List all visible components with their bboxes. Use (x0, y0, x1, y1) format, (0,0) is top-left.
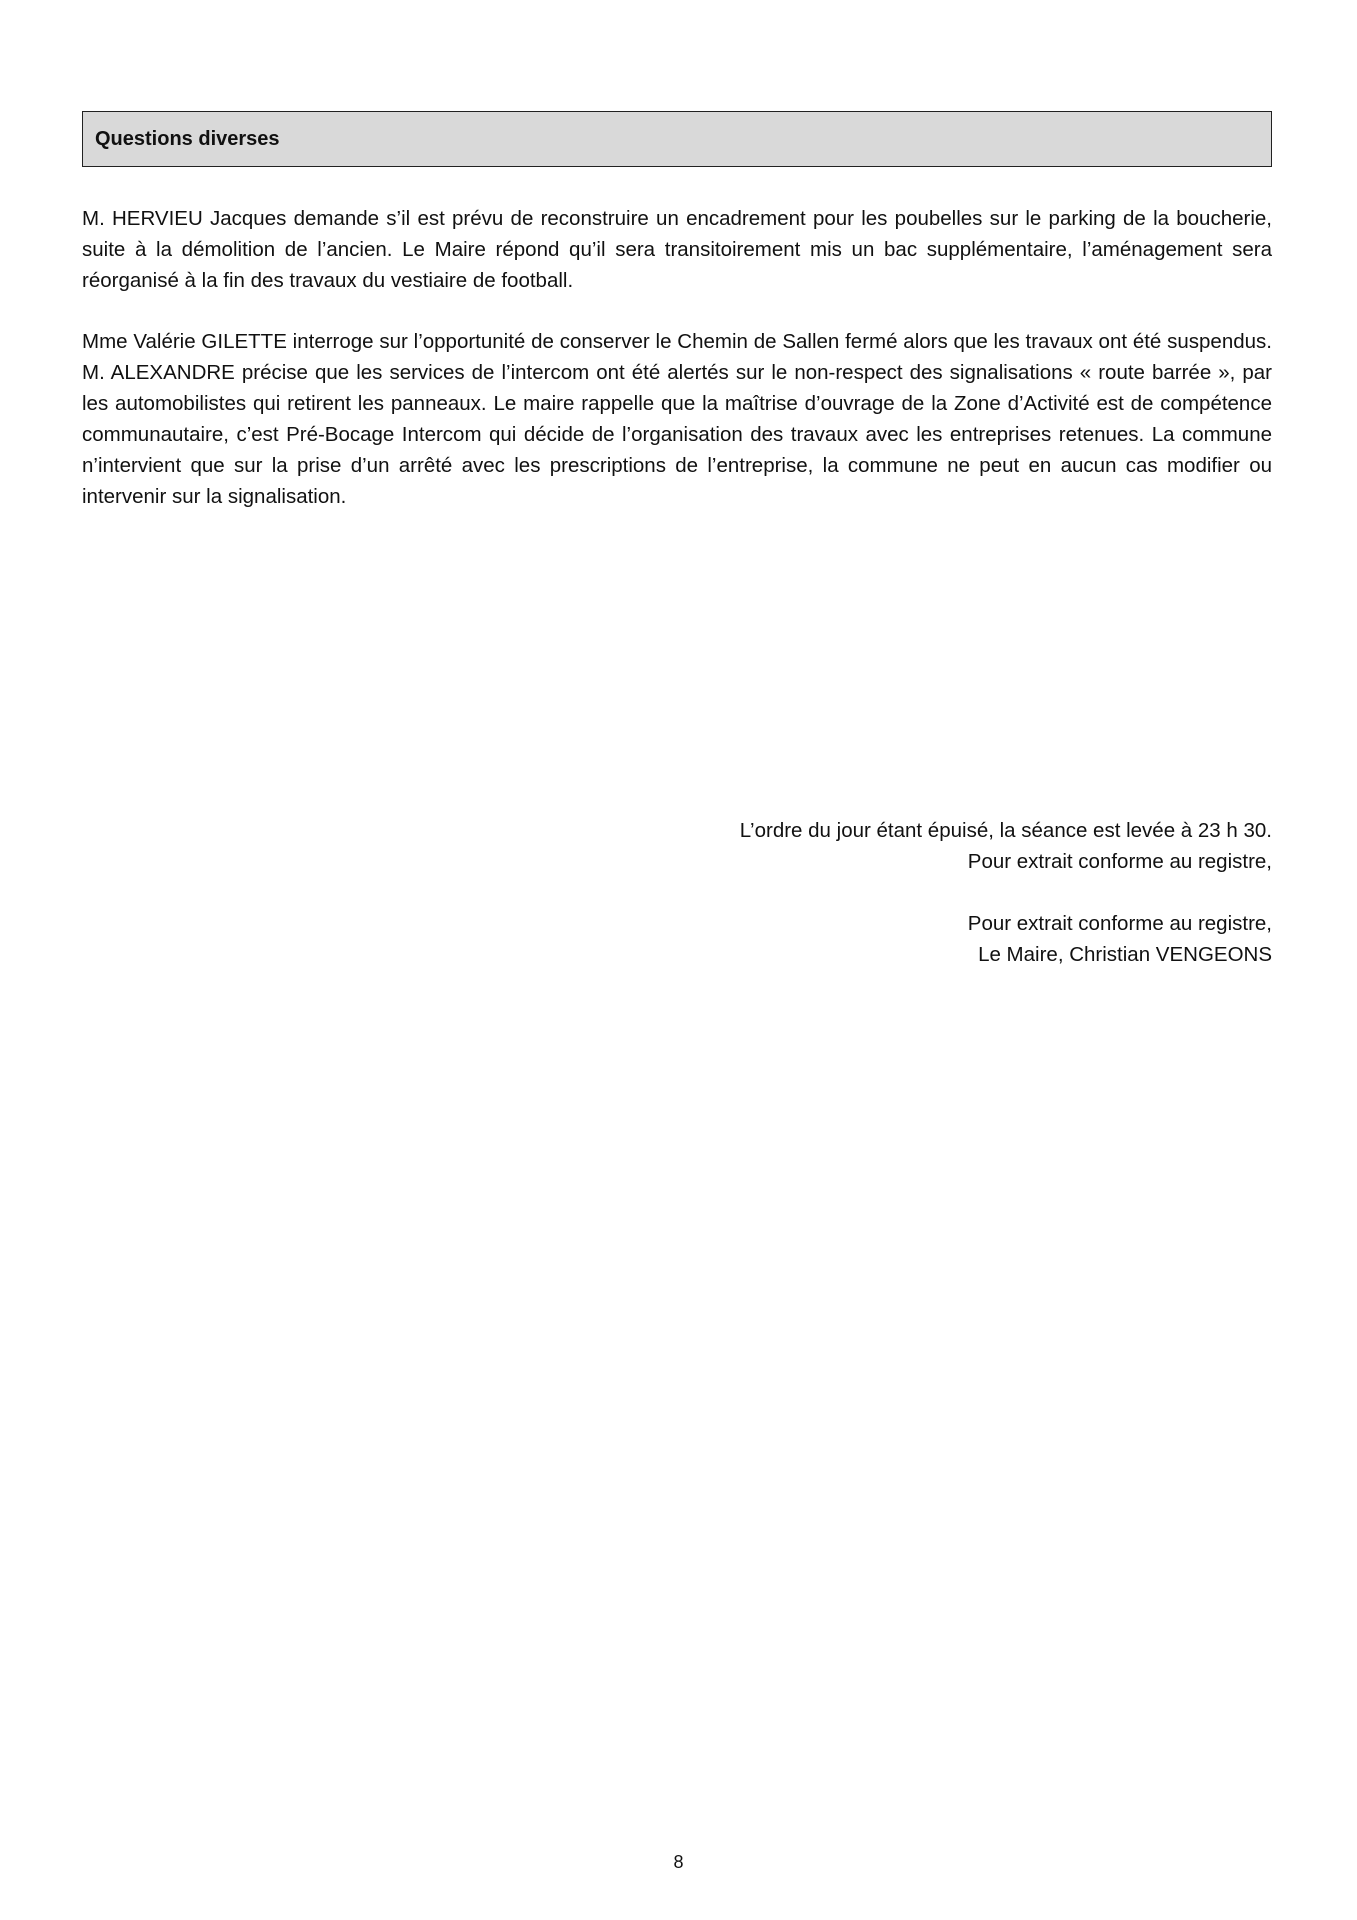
closing-line-extract: Pour extrait conforme au registre, (967, 850, 1272, 873)
paragraph-gilette: Mme Valérie GILETTE interroge sur l’opportunité de conserver le Chemin de Sallen fermé alors que les travaux ont été suspendus. M. ALEXANDRE précise que les services de l’intercom ont été alertés sur le non-respect des signalisations « route barrée », par les automobilistes qui retirent les panneaux. Le maire rappelle que la maîtrise d’ouvrage de la Zone d’Activité est de compétence communautaire, c’est Pré-Bocage Intercom qui décide de l’organisation des travaux avec les entreprises retenues. La commune n’intervient que sur la prise d’un arrêté avec les prescriptions de l’entreprise, la commune ne peut en aucun cas modifier ou intervenir sur la signalisation. (82, 330, 1272, 508)
signature-line-extract: Pour extrait conforme au registre, (967, 912, 1272, 935)
closing-line-session-end: L’ordre du jour étant épuisé, la séance est levée à 23 h 30. (739, 819, 1272, 842)
signature-block (572, 908, 1272, 970)
signature-line-mayor: Le Maire, Christian VENGEONS (978, 943, 1272, 966)
paragraph-hervieu: M. HERVIEU Jacques demande s’il est prévu de reconstruire un encadrement pour les poubelles sur le parking de la boucherie, suite à la démolition de l’ancien. Le Maire répond qu’il sera transitoirement mis un bac supplémentaire, l’aménagement sera réorganisé à la fin des travaux du vestiaire de football. (82, 207, 1272, 292)
closing-statement (572, 815, 1272, 877)
page-number: 8 (673, 1852, 684, 1872)
section-header (82, 111, 1272, 167)
section-title: Questions diverses (95, 127, 280, 150)
